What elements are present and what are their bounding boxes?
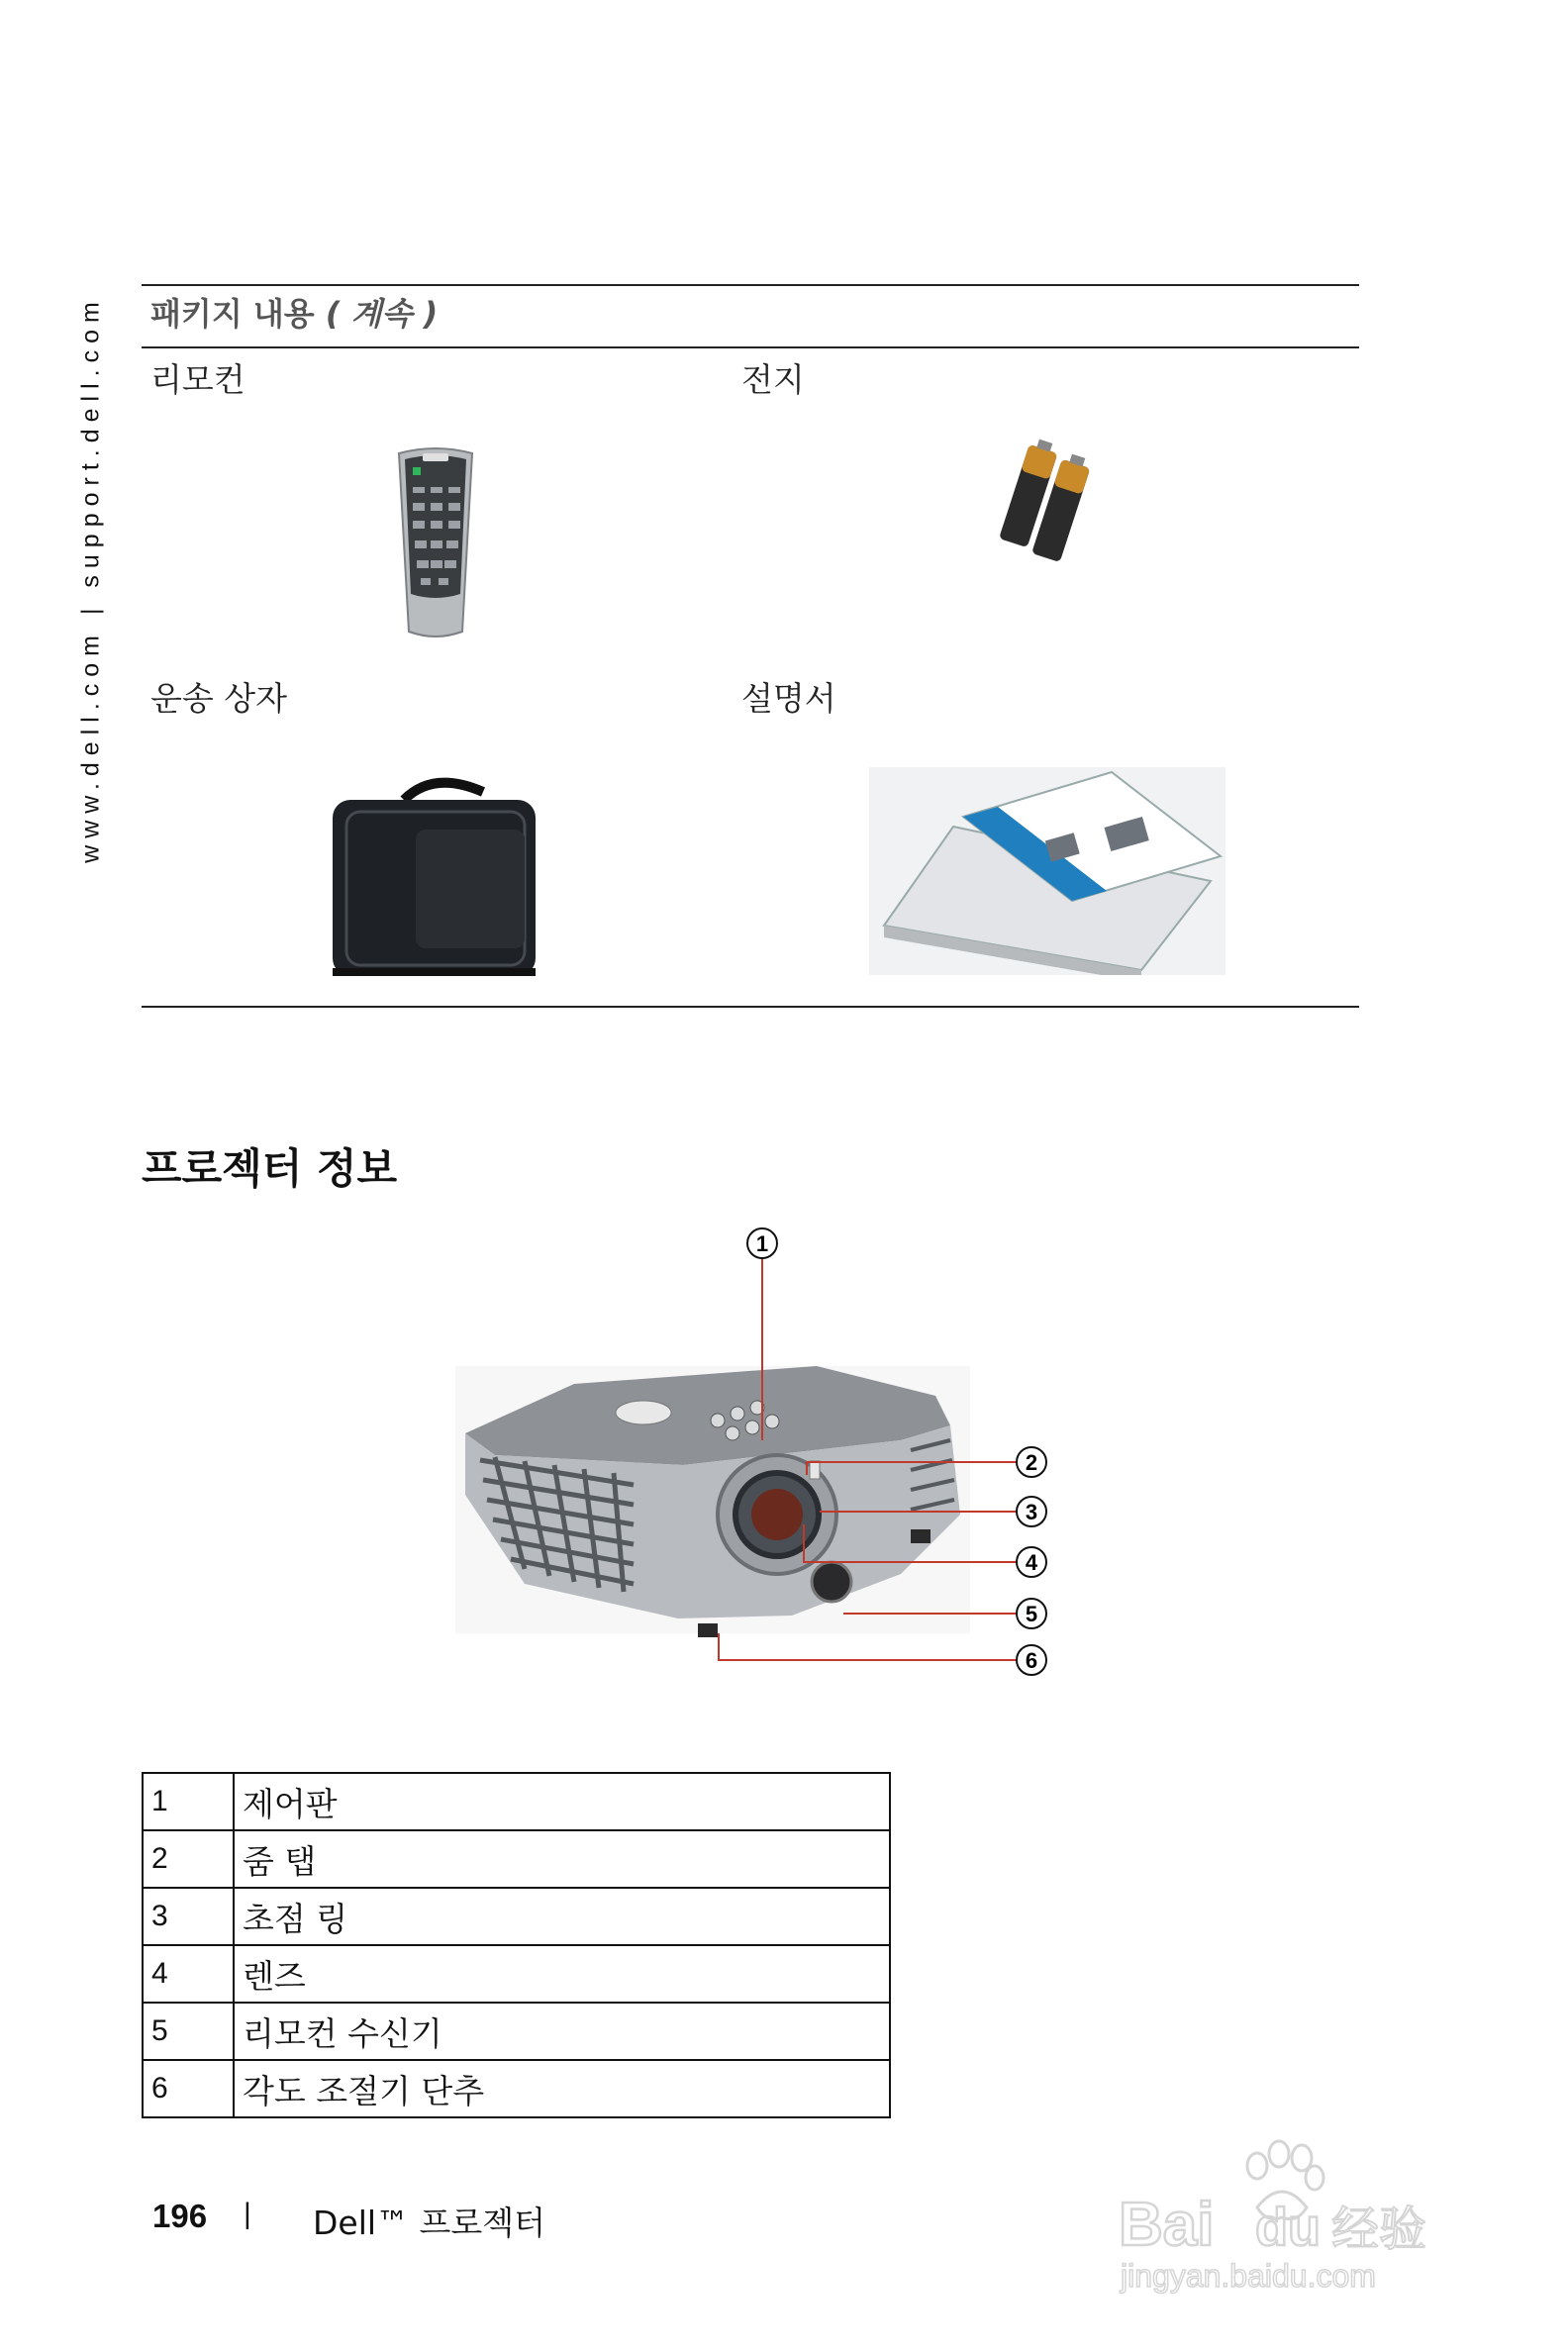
baidu-brand-cn: 经验: [1331, 2202, 1427, 2257]
header-rule: [142, 346, 1359, 348]
footer-title: Dell™ 프로젝터: [313, 2204, 546, 2242]
top-rule: [142, 284, 1359, 286]
table-row: [143, 1945, 890, 2003]
remote-control-image: [391, 445, 480, 643]
carrying-case-image: [325, 770, 547, 983]
batteries-image: [990, 436, 1109, 574]
rear-foot: [911, 1529, 931, 1543]
baidu-watermark: [1109, 2128, 1485, 2297]
callout-6: 6: [1025, 1648, 1038, 1673]
item-label-batteries: 전지: [741, 360, 805, 399]
documentation-image: [869, 767, 1225, 975]
remote-receiver: [812, 1562, 851, 1602]
baidu-watermark-logo: [1119, 2141, 1426, 2294]
dell-logo-badge: [616, 1401, 671, 1424]
baidu-url: jingyan.baidu.com: [1121, 2258, 1376, 2294]
callout-4: 4: [1025, 1550, 1038, 1575]
table-row: [143, 1773, 890, 1830]
part-number: 4: [143, 1945, 234, 2003]
projector-diagram: [436, 1227, 1069, 1703]
part-number: 2: [143, 1830, 234, 1888]
item-label-remote: 리모컨: [150, 360, 245, 399]
callout-1: 1: [755, 1231, 769, 1256]
section-title: 프로젝터 정보: [142, 1144, 398, 1193]
baidu-brand-latin: Bai: [1119, 2191, 1215, 2259]
item-label-manual: 설명서: [741, 679, 836, 718]
footer-separator: |: [244, 2198, 251, 2230]
callout-3: 3: [1025, 1500, 1038, 1524]
part-name: 리모컨 수신기: [234, 2003, 890, 2060]
page-number: 196: [152, 2198, 208, 2234]
package-title-text: 패키지 내용: [150, 295, 315, 333]
callout-2: 2: [1025, 1450, 1038, 1475]
part-number: 5: [143, 2003, 234, 2060]
parts-table: [142, 1772, 891, 2118]
part-number: 6: [143, 2060, 234, 2117]
baidu-brand-du: du: [1255, 2198, 1321, 2257]
part-name: 줌 탭: [234, 1830, 890, 1888]
zoom-tab: [810, 1461, 820, 1479]
side-url: [71, 282, 111, 876]
part-name: 초점 링: [234, 1888, 890, 1945]
elevator-button: [698, 1623, 718, 1637]
side-url-text: www.dell.com | support.dell.com: [76, 295, 105, 863]
part-name: 렌즈: [234, 1945, 890, 2003]
bottom-rule: [142, 1006, 1359, 1008]
table-row: [143, 1888, 890, 1945]
part-number: 3: [143, 1888, 234, 1945]
lens: [751, 1489, 803, 1540]
table-row: [143, 1830, 890, 1888]
part-name: 제어판: [234, 1773, 890, 1830]
table-row: [143, 2060, 890, 2117]
item-label-case: 운송 상자: [150, 679, 288, 718]
package-title-cont: ( 계속 ): [325, 295, 439, 333]
callout-5: 5: [1025, 1602, 1038, 1626]
package-title: [150, 289, 438, 335]
table-row: [143, 2003, 890, 2060]
part-name: 각도 조절기 단추: [234, 2060, 890, 2117]
part-number: 1: [143, 1773, 234, 1830]
